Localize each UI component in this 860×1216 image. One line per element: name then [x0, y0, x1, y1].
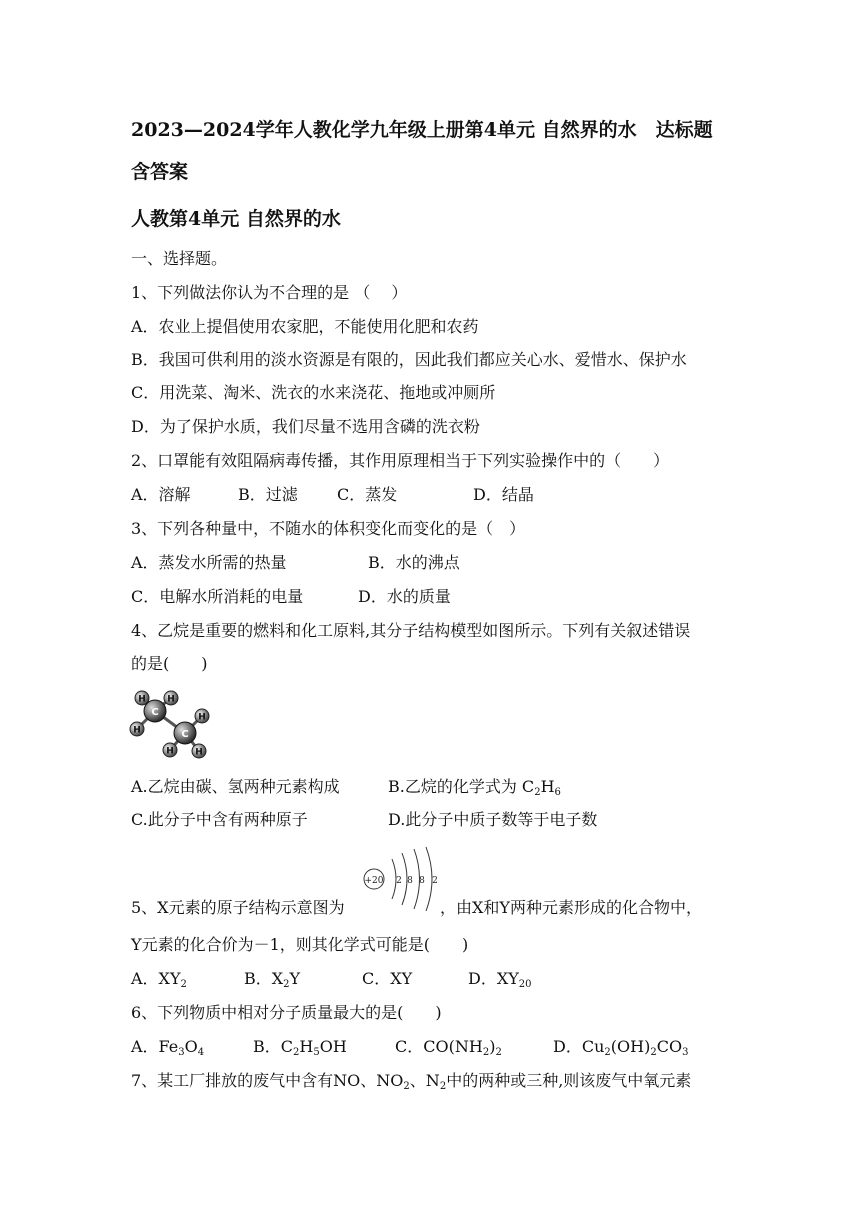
question-3-option-b: B．水的沸点: [368, 553, 460, 572]
ethane-molecule-model: [129, 684, 213, 768]
question-1-option-d: D．为了保护水质，我们尽量不选用含磷的洗衣粉: [131, 417, 480, 436]
hydrogen-atom-5: [163, 743, 177, 757]
question-5-stem-after-diagram: ，由X和Y两种元素形成的化合物中，: [440, 898, 702, 917]
svg-text:H: H: [133, 725, 141, 736]
question-4-option-d: D.此分子中质子数等于电子数: [388, 810, 598, 829]
question-1-option-a: A．农业上提倡使用农家肥，不能使用化肥和农药: [131, 317, 479, 336]
document-title: 2023—2024学年人教化学九年级上册第4单元 自然界的水 达标题: [131, 119, 713, 141]
question-6-option-c: C．$CO(NH_2)_2$: [395, 1037, 502, 1058]
svg-text:C: C: [151, 707, 159, 718]
question-4-stem: 4、乙烷是重要的燃料和化工原料,其分子结构模型如图所示。下列有关叙述错误: [131, 621, 691, 640]
svg-text:H: H: [195, 747, 203, 758]
question-4-option-c: C.此分子中含有两种原子: [131, 810, 308, 829]
question-3-option-d: D．水的质量: [358, 587, 451, 606]
carbon-atom-2: [174, 722, 196, 744]
svg-text:H: H: [198, 712, 206, 723]
question-5-option-c: C．XY: [362, 969, 413, 988]
svg-text:H: H: [138, 694, 146, 705]
question-7-stem: 7、某工厂排放的废气中含有NO、$NO_2$、$N_2$中的两种或三种,则该废气中氧元素: [131, 1071, 692, 1092]
question-6-option-a: A．$Fe_3O_4$: [131, 1037, 205, 1058]
question-2-option-c: C．蒸发: [337, 485, 398, 504]
hydrogen-atom-3: [130, 722, 144, 736]
question-3-option-c: C．电解水所消耗的电量: [131, 587, 304, 606]
question-2-option-a: A．溶解: [131, 485, 191, 504]
question-5-stem-continued: Y元素的化合价为－1，则其化学式可能是( ): [131, 935, 469, 954]
hydrogen-atom-6: [192, 744, 206, 758]
question-4-option-a: A.乙烷由碳、氢两种元素构成: [131, 777, 340, 796]
question-6-stem: 6、下列物质中相对分子质量最大的是( ): [131, 1003, 442, 1022]
hydrogen-atom-2: [164, 691, 178, 705]
question-3-option-a: A．蒸发水所需的热量: [131, 553, 287, 572]
question-6-option-b: B．$C_2H_5OH$: [253, 1037, 347, 1058]
question-1-option-b: B．我国可供利用的淡水资源是有限的，因此我们都应关心水、爱惜水、保护水: [131, 350, 687, 369]
question-1-stem: 1、下列做法你认为不合理的是 （ ）: [131, 283, 408, 302]
question-6-option-d: D．$Cu_2(OH)_2CO_3$: [553, 1037, 689, 1058]
svg-text:8: 8: [407, 876, 413, 886]
svg-text:C: C: [181, 729, 189, 740]
svg-text:2: 2: [432, 876, 438, 886]
svg-text:8: 8: [419, 876, 425, 886]
hydrogen-atom-4: [195, 709, 209, 723]
svg-text:H: H: [166, 746, 174, 757]
question-5-stem-before-diagram: 5、X元素的原子结构示意图为: [131, 898, 345, 917]
question-1-option-c: C．用洗菜、淘米、洗衣的水来浇花、拖地或冲厕所: [131, 383, 496, 402]
atomic-structure-diagram: [362, 845, 444, 915]
unit-subtitle: 人教第4单元 自然界的水: [131, 208, 341, 230]
question-3-stem: 3、下列各种量中，不随水的体积变化而变化的是（ ）: [131, 519, 526, 538]
question-2-option-b: B．过滤: [238, 485, 298, 504]
svg-text:2: 2: [396, 876, 402, 886]
question-5-option-b: B．$X_2Y$: [244, 969, 301, 990]
svg-text:+20: +20: [364, 876, 384, 886]
document-title-continued: 含答案: [131, 161, 189, 183]
question-5-option-a: A．$XY_2$: [131, 969, 187, 990]
carbon-atom-1: [144, 700, 166, 722]
question-5-option-d: D．$XY_{20}$: [468, 969, 532, 990]
question-2-stem: 2、口罩能有效阻隔病毒传播，其作用原理相当于下列实验操作中的（ ）: [131, 451, 670, 470]
section-heading: 一、选择题。: [131, 249, 228, 268]
svg-text:H: H: [167, 694, 175, 705]
question-4-option-b: B.乙烷的化学式为 $C_2H_6$: [388, 777, 561, 798]
question-2-option-d: D．结晶: [473, 485, 534, 504]
question-4-stem-continued: 的是( ): [131, 654, 208, 673]
